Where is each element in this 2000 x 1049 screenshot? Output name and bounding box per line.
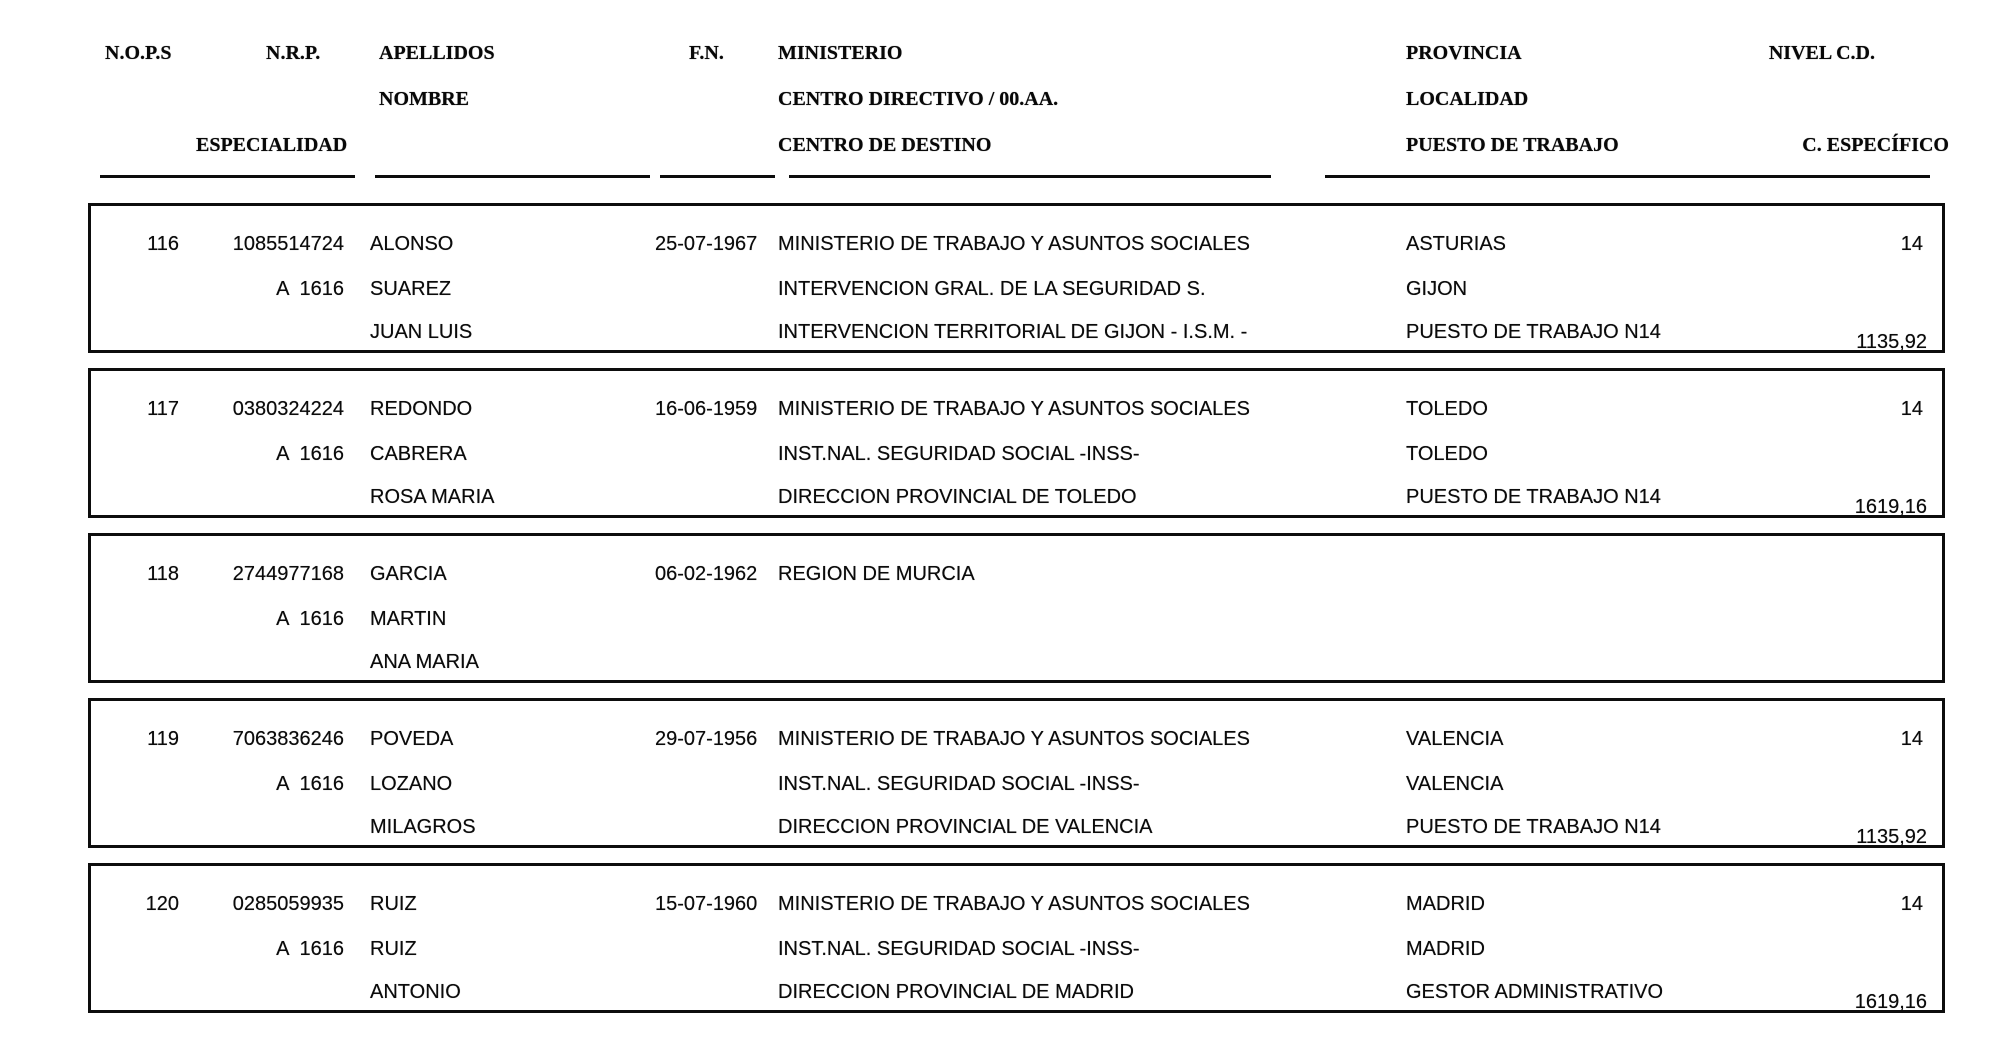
field-provincia: VALENCIA (1406, 728, 1504, 750)
field-fecha-nacimiento: 29-07-1956 (655, 728, 758, 750)
field-provincia: ASTURIAS (1406, 233, 1507, 255)
field-especialidad: A 1616 (276, 443, 344, 465)
field-ministerio: MINISTERIO DE TRABAJO Y ASUNTOS SOCIALES (778, 728, 1250, 750)
field-nivel-cd: 14 (1900, 233, 1923, 255)
field-localidad: GIJON (1406, 278, 1468, 300)
field-centro-destino: DIRECCION PROVINCIAL DE VALENCIA (778, 816, 1153, 838)
field-centro-destino: DIRECCION PROVINCIAL DE TOLEDO (778, 486, 1137, 508)
field-fecha-nacimiento: 25-07-1967 (655, 233, 758, 255)
field-centro-destino: INTERVENCION TERRITORIAL DE GIJON - I.S.M. - (778, 321, 1248, 343)
record-box-117 (88, 368, 1945, 518)
field-centro-directivo: INST.NAL. SEGURIDAD SOCIAL -INSS- (778, 443, 1140, 465)
column-header-nombre: NOMBRE (379, 88, 469, 110)
field-ministerio: MINISTERIO DE TRABAJO Y ASUNTOS SOCIALES (778, 398, 1250, 420)
field-nrp: 0285059935 (232, 893, 344, 915)
field-especialidad: A 1616 (276, 278, 344, 300)
field-apellido1: ALONSO (370, 233, 454, 255)
field-nops: 116 (147, 233, 179, 255)
field-localidad: MADRID (1406, 938, 1485, 960)
field-nrp: 0380324224 (232, 398, 344, 420)
column-header-centro-destino: CENTRO DE DESTINO (778, 134, 992, 156)
field-puesto: PUESTO DE TRABAJO N14 (1406, 321, 1661, 343)
column-header-localidad: LOCALIDAD (1406, 88, 1529, 110)
field-fecha-nacimiento: 15-07-1960 (655, 893, 758, 915)
field-nivel-cd: 14 (1900, 398, 1923, 420)
field-nivel-cd: 14 (1900, 893, 1923, 915)
field-apellido2: RUIZ (370, 938, 417, 960)
field-apellido2: MARTIN (370, 608, 447, 630)
field-apellido1: POVEDA (370, 728, 454, 750)
field-nrp: 7063836246 (232, 728, 344, 750)
field-localidad: VALENCIA (1406, 773, 1504, 795)
field-apellido2: CABRERA (370, 443, 467, 465)
field-apellido2: LOZANO (370, 773, 453, 795)
field-nops: 117 (147, 398, 179, 420)
column-header-nrp: N.R.P. (266, 42, 321, 64)
field-provincia: TOLEDO (1406, 398, 1488, 420)
field-centro-destino: DIRECCION PROVINCIAL DE MADRID (778, 981, 1134, 1003)
field-fecha-nacimiento: 06-02-1962 (655, 563, 758, 585)
field-centro-directivo: INST.NAL. SEGURIDAD SOCIAL -INSS- (778, 773, 1140, 795)
field-c-especifico: 1135,92 (1856, 826, 1927, 848)
column-header-nivel-cd: NIVEL C.D. (1768, 42, 1875, 64)
field-ministerio: REGION DE MURCIA (778, 563, 975, 585)
header-underline (375, 175, 650, 178)
field-especialidad: A 1616 (276, 773, 344, 795)
field-nops: 118 (147, 563, 179, 585)
column-header-ministerio: MINISTERIO (778, 42, 903, 64)
column-header-c-especifico: C. ESPECÍFICO (1802, 134, 1949, 156)
field-fecha-nacimiento: 16-06-1959 (655, 398, 758, 420)
field-nrp: 2744977168 (232, 563, 344, 585)
field-nombre: ANA MARIA (370, 651, 479, 673)
field-puesto: PUESTO DE TRABAJO N14 (1406, 816, 1661, 838)
column-header-apellidos: APELLIDOS (379, 42, 495, 64)
column-header-nops: N.O.P.S (105, 42, 172, 64)
field-centro-directivo: INTERVENCION GRAL. DE LA SEGURIDAD S. (778, 278, 1206, 300)
header-underline (100, 175, 355, 178)
field-c-especifico: 1619,16 (1854, 991, 1927, 1013)
field-c-especifico: 1135,92 (1856, 331, 1927, 353)
field-nombre: JUAN LUIS (370, 321, 473, 343)
header-underline (789, 175, 1271, 178)
field-ministerio: MINISTERIO DE TRABAJO Y ASUNTOS SOCIALES (778, 233, 1250, 255)
header-underline (1325, 175, 1930, 178)
column-header-centro-directivo: CENTRO DIRECTIVO / 00.AA. (778, 88, 1059, 110)
field-apellido1: GARCIA (370, 563, 447, 585)
field-apellido1: RUIZ (370, 893, 417, 915)
field-localidad: TOLEDO (1406, 443, 1488, 465)
field-nivel-cd: 14 (1900, 728, 1923, 750)
field-nops: 120 (145, 893, 179, 915)
field-puesto: GESTOR ADMINISTRATIVO (1406, 981, 1664, 1003)
field-apellido1: REDONDO (370, 398, 473, 420)
field-c-especifico: 1619,16 (1854, 496, 1927, 518)
column-header-provincia: PROVINCIA (1406, 42, 1522, 64)
field-especialidad: A 1616 (276, 938, 344, 960)
field-provincia: MADRID (1406, 893, 1485, 915)
field-nombre: ANTONIO (370, 981, 461, 1003)
record-box-120 (88, 863, 1945, 1013)
field-puesto: PUESTO DE TRABAJO N14 (1406, 486, 1661, 508)
field-nops: 119 (147, 728, 179, 750)
field-centro-directivo: INST.NAL. SEGURIDAD SOCIAL -INSS- (778, 938, 1140, 960)
record-box-118 (88, 533, 1945, 683)
field-ministerio: MINISTERIO DE TRABAJO Y ASUNTOS SOCIALES (778, 893, 1250, 915)
record-box-119 (88, 698, 1945, 848)
field-apellido2: SUAREZ (370, 278, 452, 300)
column-header-puesto-de-trabajo: PUESTO DE TRABAJO (1406, 134, 1619, 156)
column-header-fn: F.N. (689, 42, 724, 64)
header-underline (660, 175, 775, 178)
record-box-116 (88, 203, 1945, 353)
field-especialidad: A 1616 (276, 608, 344, 630)
field-nrp: 1085514724 (232, 233, 344, 255)
column-header-especialidad: ESPECIALIDAD (196, 134, 348, 156)
field-nombre: ROSA MARIA (370, 486, 495, 508)
field-nombre: MILAGROS (370, 816, 476, 838)
